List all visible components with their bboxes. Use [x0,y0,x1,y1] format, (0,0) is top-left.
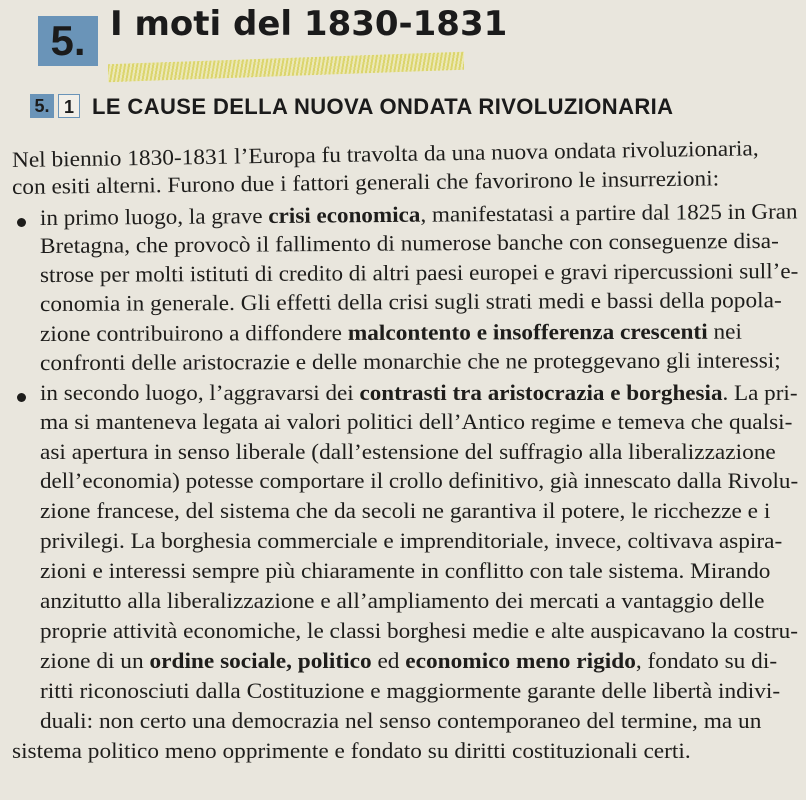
chapter-title: I moti del 1830-1831 [110,4,508,44]
bullet2-line-6: privilegi. La borghesia commerciale e imprenditoriale, invece, coltivava aspira- [40,528,783,553]
bullet2-line-4: dell’economia) potesse comportare il crollo definitivo, già innescato dalla Rivolu- [40,468,799,493]
bullet2-line-10: zione di un ordine sociale, politico ed economico meno rigido, fondato su di- [40,648,778,673]
bullet2-line-7: zioni e interessi sempre più chiaramente in conflitto con tale sistema. Mirando [40,558,771,583]
bullet2-line-11: ritti riconosciuti dalla Costituzione e maggiormente garante delle libertà indivi- [40,678,781,703]
bullet1-line-5: zione contribuirono a diffondere malcontento e insofferenza crescenti nei [39,318,743,346]
bullet2-line-8: anzitutto alla liberalizzazione e all’ampliamento dei mercati a vantaggio delle [40,588,765,613]
bullet2-line-3: asi apertura in senso liberale (dall’estensione del suffragio alla liberalizzazione [40,439,776,464]
bullet-marker [17,218,26,227]
section-number-major: 5. [30,94,54,118]
bullet2-line-5: zione francese, del sistema che da secoli ne garantiva il potere, le ricchezze e i [40,498,771,523]
bullet2-line-13: sistema politico meno opprimente e fondato su diritti costituzionali certi. [12,738,691,763]
chapter-underline-decoration [108,52,464,82]
bullet1-line-2: Bretagna, che provocò il fallimento di numerose banche con conseguenze disa- [39,227,779,258]
bullet1-line-4: conomia in generale. Gli effetti della crisi sugli strati medi e bassi della popola- [39,287,782,316]
bullet1-line-1: in primo luogo, la grave crisi economica, manifestatasi a partire dal 1825 in Gran [39,198,798,230]
bullet2-line-1: in secondo luogo, l’aggravarsi dei contrasti tra aristocrazia e borghesia. La pri- [40,380,798,405]
bullet-marker [17,393,26,402]
intro-line-2: con esiti alterni. Furono due i fattori generali che favorirono le insurrezioni: [11,165,720,199]
section-number-minor: 1 [58,94,80,118]
bullet2-line-2: ma si manteneva legata ai valori politici dell’Antico regime e temeva che qualsi- [40,409,793,434]
intro-line-1: Nel biennio 1830-1831 l’Europa fu travolta da una nuova ondata rivoluzionaria, [11,135,759,172]
bullet2-line-9: proprie attività economiche, le classi borghesi medie e alte auspicavano la costru- [40,618,798,643]
bullet1-line-6: confronti delle aristocrazie e delle monarchie che ne proteggevano gli interessi; [39,347,781,375]
chapter-number-badge: 5. [38,16,98,66]
section-title: LE CAUSE DELLA NUOVA ONDATA RIVOLUZIONARIA [92,94,674,119]
bullet1-line-3: strose per molti istituti di credito di altri paesi europei e gravi ripercussioni sull’e- [39,258,799,287]
bullet2-line-12: duali: non certo una democrazia nel senso contemporaneo del termine, ma un [40,708,762,733]
